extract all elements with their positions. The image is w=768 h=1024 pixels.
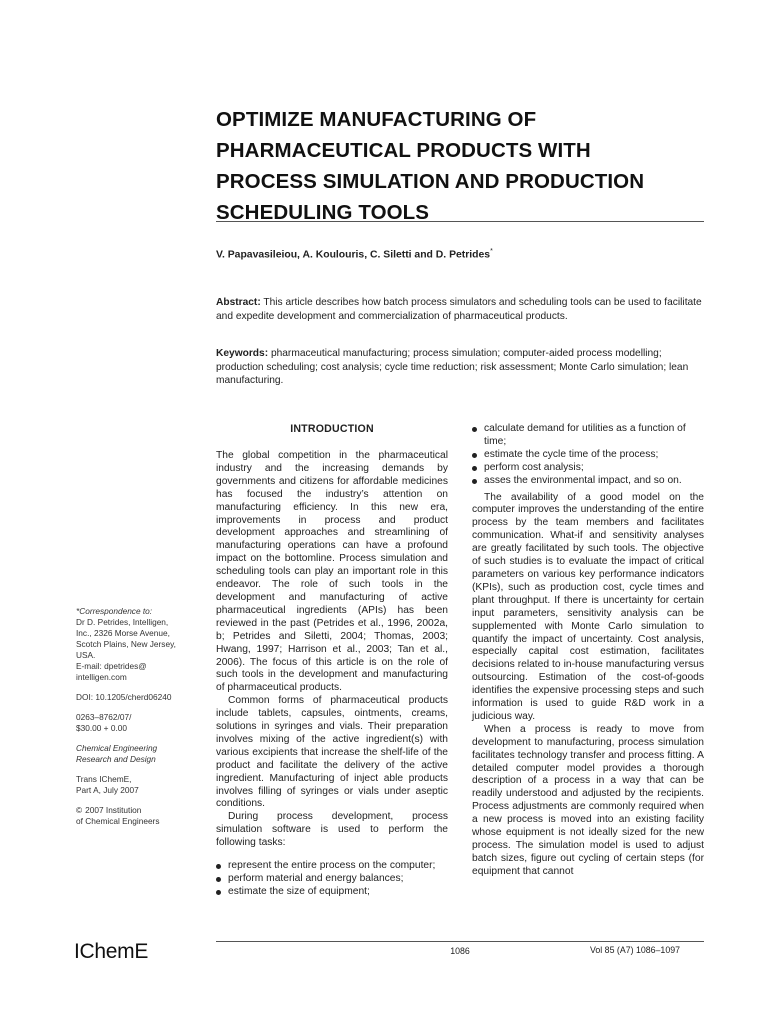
bullet-icon bbox=[216, 890, 221, 895]
bullet-icon bbox=[216, 864, 221, 869]
keywords-text: pharmaceutical manufacturing; process simulation; computer-aided process modelling; production scheduling; cost analysis; cycle time reduction; risk assessment; Monte Carlo simulation; lean manufacturing. bbox=[216, 348, 689, 386]
keywords-label: Keywords: bbox=[216, 348, 269, 359]
intro-paragraph-1: The global competition in the pharmaceutical industry and the increasing demands by governments and citizens for affordable medicines has focused the industry’s attention on manufacturing efficiency. In this new era, improvements in process and product development approaches and streamlining of manufacturing operations can have a profound impact on the bottomline. Process simulation and scheduling tools can play an important role in this endeavor. The role of such tools in the development and manufacturing of active pharmaceutical ingredients (APIs) has been reviewed in the past (Petrides et al., 1996, 2002a, b; Petrides and Siletti, 2004; Thomas, 2003; Hwang, 1997; Harrison et al., 2003; Tan et al., 2006). The focus of this article is on the role of such tools in the development and manufacturing of pharmaceutical products. bbox=[216, 450, 448, 694]
list-item bbox=[472, 462, 704, 475]
task-list-left bbox=[216, 860, 448, 899]
list-item bbox=[216, 886, 448, 899]
left-column bbox=[216, 423, 448, 899]
trans-info bbox=[76, 774, 204, 796]
correspondence-email-domain: intelligen.com bbox=[76, 672, 127, 682]
author-names: V. Papavasileiou, A. Koulouris, C. Siletti and D. Petrides bbox=[216, 249, 491, 261]
list-item bbox=[216, 860, 448, 873]
list-item bbox=[216, 873, 448, 886]
list-item-text: perform cost analysis; bbox=[484, 461, 584, 473]
correspondence-label: *Correspondence to: bbox=[76, 606, 153, 616]
title-line-2: PHARMACEUTICAL PRODUCTS WITH bbox=[216, 139, 591, 162]
footer-divider bbox=[216, 941, 704, 942]
trans-line: Part A, July 2007 bbox=[76, 785, 139, 795]
intro-paragraph-3: During process development, process simulation software is used to perform the following tasks: bbox=[216, 811, 448, 849]
intro-paragraph-2: Common forms of pharmaceutical products include tablets, capsules, ointments, creams, solutions in syringes and vials. Their preparation involves mixing of the active ingredient(s) with various excipients that increase the shelf-life of the product and facilitate the delivery of the active ingredient. Manufacturing of inject able products involves filling of syringes or vials under aseptic conditions. bbox=[216, 695, 448, 810]
abstract bbox=[216, 296, 706, 323]
title-divider bbox=[216, 221, 704, 222]
copyright-line: of Chemical Engineers bbox=[76, 816, 160, 826]
list-item-text: calculate demand for utilities as a function of time; bbox=[484, 423, 686, 447]
issn-block bbox=[76, 712, 204, 734]
journal-name-line: Research and Design bbox=[76, 754, 156, 764]
title-line-3: PROCESS SIMULATION AND PRODUCTION bbox=[216, 170, 645, 193]
right-column bbox=[472, 423, 704, 879]
body-paragraph-transfer: When a process is ready to move from development to manufacturing, process simulation facilitates technology transfer and process fitting. A detailed computer model provides a thorough description of a process in a way that can be readily understood and adjusted by the recipients. Process adjustments are commonly required when a new process is moved into an existing facility whose equipment is not ideally sized for the new process. The simulation model is used to adjust batch sizes, figure out cycling of certain steps (for equipment that cannot bbox=[472, 723, 704, 877]
list-item bbox=[472, 423, 704, 449]
article-title bbox=[216, 104, 706, 228]
copyright-icon: © bbox=[76, 805, 83, 815]
section-heading-introduction: INTRODUCTION bbox=[290, 423, 374, 435]
abstract-label: Abstract: bbox=[216, 297, 261, 308]
title-line-1: OPTIMIZE MANUFACTURING OF bbox=[216, 108, 537, 131]
list-item-text: represent the entire process on the computer; bbox=[228, 860, 436, 872]
keywords bbox=[216, 347, 706, 388]
abstract-text: This article describes how batch process simulators and scheduling tools can be used to facilitate and expedite development and commercialization of pharmaceutical products. bbox=[216, 297, 702, 322]
bullet-icon bbox=[472, 427, 477, 432]
bullet-icon bbox=[472, 479, 477, 484]
title-line-4: SCHEDULING TOOLS bbox=[216, 201, 430, 224]
author-list bbox=[216, 248, 704, 260]
copyright-block bbox=[76, 805, 204, 827]
correspondence-email: E-mail: dpetrides@ bbox=[76, 661, 147, 671]
list-item bbox=[472, 475, 704, 488]
body-paragraph-availability: The availability of a good model on the computer improves the understanding of the entire process by the team members and facilitates communication. What-if and sensitivity analyses are greatly facilitated by such tools. The objective of such studies is to evaluate the impact of critical parameters on various key performance indicators (KPIs), such as production cost, cycle times and plant throughput. If there is uncertainty for certain input parameters, sensitivity analysis can be supplemented with Monte Carlo simulation to quantify the impact of uncertainty. Cost analysis, especially capital cost estimation, facilitates decisions related to in-house manufacturing versus outsourcing. Estimation of the cost-of-goods identifies the expensive processing steps and such information is used to guide R&D work in a judicious way. bbox=[472, 491, 704, 722]
list-item bbox=[472, 449, 704, 462]
sidebar-notes bbox=[76, 606, 204, 836]
list-item-text: estimate the size of equipment; bbox=[228, 885, 370, 897]
bullet-icon bbox=[472, 466, 477, 471]
journal-name bbox=[76, 743, 204, 765]
volume-info: Vol 85 (A7) 1086–1097 bbox=[590, 945, 680, 955]
correspondence-mark: * bbox=[490, 248, 493, 255]
correspondence-line: Inc., 2326 Morse Avenue, bbox=[76, 628, 170, 638]
journal-name-line: Chemical Engineering bbox=[76, 743, 158, 753]
issn: 0263–8762/07/ bbox=[76, 712, 132, 722]
correspondence-block bbox=[76, 606, 204, 683]
doi: DOI: 10.1205/cherd06240 bbox=[76, 692, 172, 702]
list-item-text: estimate the cycle time of the process; bbox=[484, 448, 659, 460]
correspondence-line: USA. bbox=[76, 650, 96, 660]
correspondence-line: Scotch Plains, New Jersey, bbox=[76, 639, 176, 649]
list-item-text: perform material and energy balances; bbox=[228, 873, 404, 884]
page-number: 1086 bbox=[450, 946, 470, 956]
correspondence-line: Dr D. Petrides, Intelligen, bbox=[76, 617, 169, 627]
task-list-right bbox=[472, 423, 704, 488]
bullet-icon bbox=[216, 877, 221, 882]
copyright-line: 2007 Institution bbox=[85, 805, 142, 815]
icheme-logo: IChemE bbox=[74, 940, 149, 963]
bullet-icon bbox=[472, 453, 477, 458]
price: $30.00 + 0.00 bbox=[76, 723, 127, 733]
trans-line: Trans IChemE, bbox=[76, 774, 132, 784]
list-item-text: asses the environmental impact, and so on. bbox=[484, 474, 682, 486]
